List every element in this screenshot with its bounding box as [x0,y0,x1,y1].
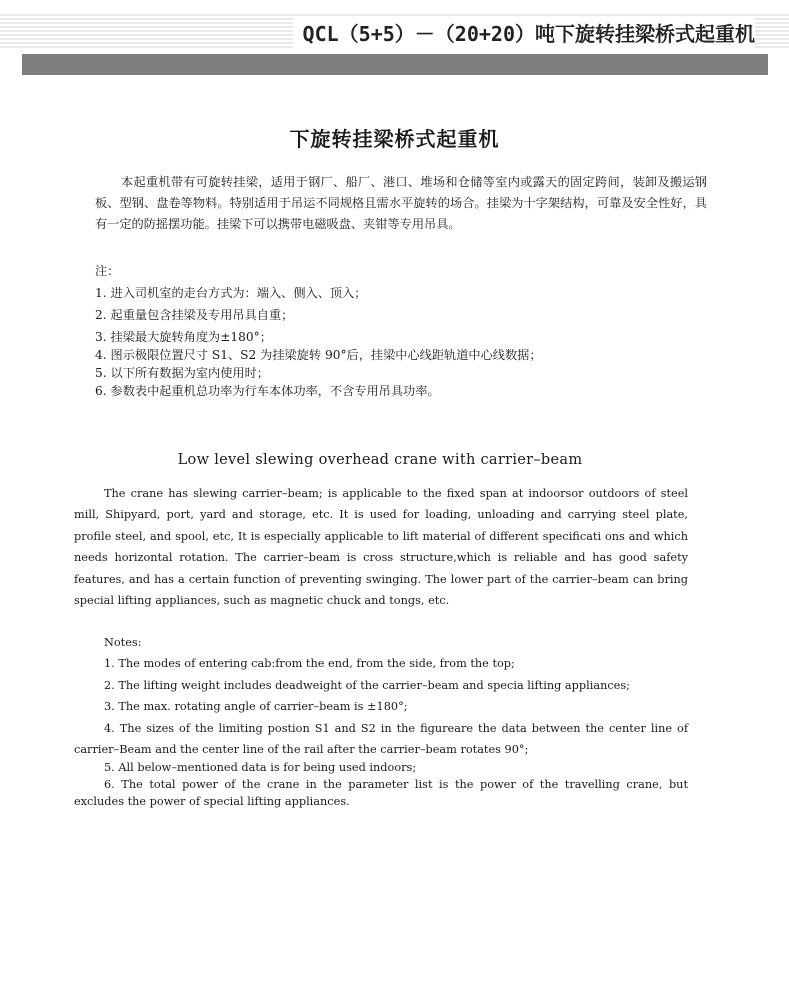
english-note-item: 4. The sizes of the limiting postion S1 and S2 in the figureare the data between the center line of carrier–Beam and the center line of the rail after the carrier–beam rotates 90°; [74,721,688,757]
english-note-item: 5. All below–mentioned data is for being used indoors; [104,761,417,775]
chinese-intro-paragraph: 本起重机带有可旋转挂梁，适用于钢厂、船厂、港口、堆场和仓储等室内或露天的固定跨间，装卸及搬运钢板、型钢、盘卷等物料。特别适用于吊运不同规格且需水平旋转的场合。挂梁为十字架结构，可靠及安全性好，具有一定的防摇摆功能。挂梁下可以携带电磁吸盘、夹钳等专用吊具。 [95,175,707,231]
chinese-note-item: 1. 进入司机室的走台方式为：端入、侧入、顶入； [95,286,367,300]
english-note-item: 1. The modes of entering cab:from the end, from the side, from the top; [104,657,515,671]
chinese-note-item: 6. 参数表中起重机总功率为行车本体功率，不含专用吊具功率。 [95,384,440,398]
chinese-note-item: 3. 挂梁最大旋转角度为±180°； [95,330,272,344]
english-notes-heading: Notes: [104,636,142,649]
english-note-item: 2. The lifting weight includes deadweight of the carrier–beam and specia lifting appliances; [104,678,630,692]
english-intro-paragraph: The crane has slewing carrier–beam; is applicable to the fixed span at indoorsor outdoors of steel mill, Shipyard, port, yard and storage, etc. It is used for loading, unloading and carrying steel plate, profile steel, and spool, etc, It is especially applicable to lift material of different specificati ons and which needs horizontal rotation. The carrier–beam is cross structure,which is reliable and has good safety features, and has a certain function of preventing swinging. The lower part of the carrier–beam can bring special lifting appliances, such as magnetic chuck and tongs, etc. [74,487,688,608]
english-note-item: 3. The max. rotating angle of carrier–beam is ±180°; [104,700,408,714]
chinese-notes-heading: 注： [95,264,120,278]
chinese-note-item: 5. 以下所有数据为室内使用时； [95,366,269,380]
english-section-title: Low level slewing overhead crane with carrier–beam [177,452,583,468]
english-note-item: 6. The total power of the crane in the parameter list is the power of the travelling crane, but excludes the power of special lifting appliances. [74,778,688,809]
page-header-title: QCL（5+5）－（20+20）吨下旋转挂梁桥式起重机 [293,18,755,50]
header-gray-bar [22,54,768,75]
chinese-notes [95,262,707,400]
chinese-note-item: 4. 图示极限位置尺寸 S1、S2 为挂梁旋转 90°后，挂梁中心线距轨道中心线数据； [95,348,542,362]
chinese-section-title: 下旋转挂梁桥式起重机 [289,127,500,151]
english-notes [74,632,688,810]
chinese-note-item: 2. 起重量包含挂梁及专用吊具自重； [95,308,294,322]
